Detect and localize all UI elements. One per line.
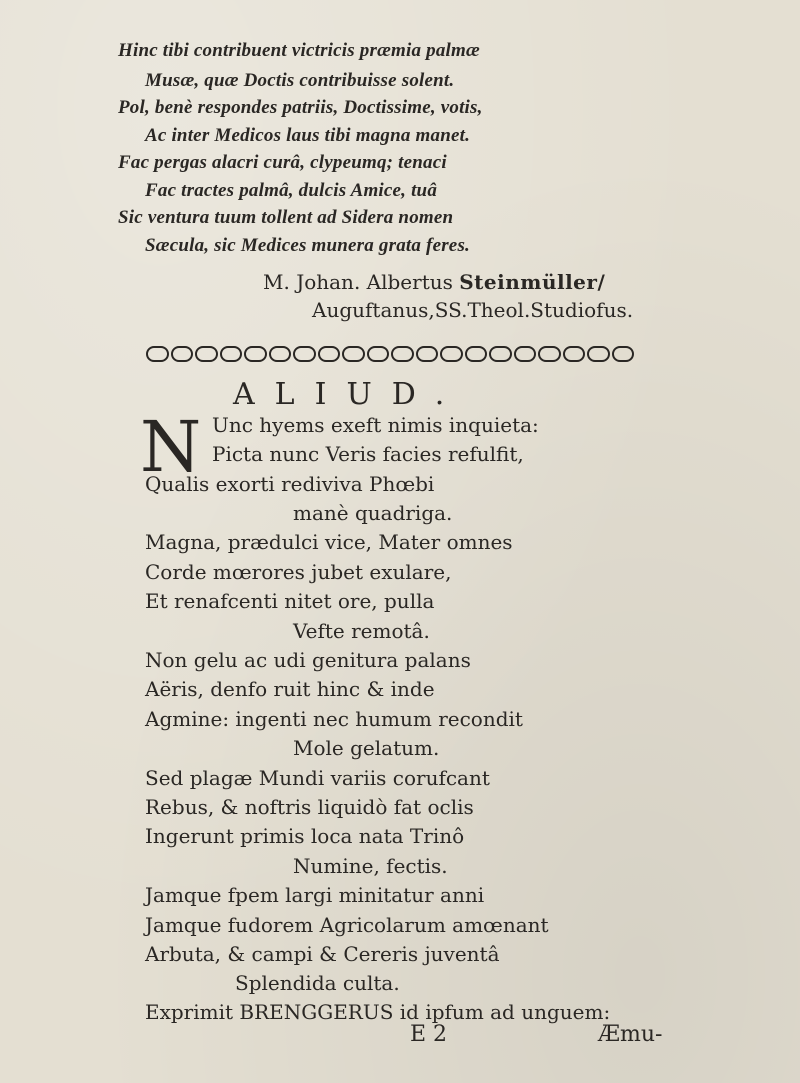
poem-line: Sæcula, sic Medices munera grata feres. xyxy=(145,235,470,256)
signature-mark: E 2 xyxy=(410,1022,448,1047)
poem-line: Sic ventura tuum tollent ad Sidera nomen xyxy=(118,207,454,228)
verse-line: Arbuta, & campi & Cereris juventâ xyxy=(145,942,500,966)
poem-line: Pol, benè respondes patriis, Doctissime, votis, xyxy=(118,97,483,118)
catchword: Æmu- xyxy=(598,1022,663,1047)
verse-line: Exprimit BRENGGERUS id ipfum ad unguem: xyxy=(145,1000,611,1024)
verse-line: Jamque fudorem Agricolarum amœnant xyxy=(145,913,549,937)
author-affiliation: Auguftanus,SS.Theol.Studiofus. xyxy=(312,298,634,322)
poem-line: Fac pergas alacri curâ, clypeumq; tenaci xyxy=(118,152,447,173)
author-surname: Steinmüller/ xyxy=(459,270,606,294)
verse-line: Vefte remotâ. xyxy=(293,619,430,643)
poem-line: Hinc tibi contribuent victricis præmia palmæ xyxy=(118,40,480,61)
verse-line: Agmine: ingenti nec humum recondit xyxy=(145,707,523,731)
drop-cap: N xyxy=(140,406,202,488)
author-signature xyxy=(263,270,605,294)
poem-line: Musæ, quæ Doctis contribuisse solent. xyxy=(145,70,455,91)
verse-line: Jamque fpem largi minitatur anni xyxy=(145,883,485,907)
verse-line: Aëris, denfo ruit hinc & inde xyxy=(145,677,435,701)
verse-line: Qualis exorti rediviva Phœbi xyxy=(145,472,435,496)
verse-line: Ingerunt primis loca nata Trinô xyxy=(145,824,465,848)
verse-line: Mole gelatum. xyxy=(293,736,440,760)
verse-line: Numine, fectis. xyxy=(293,854,448,878)
verse-line: Et renafcenti nitet ore, pulla xyxy=(145,589,435,613)
verse-line: Sed plagæ Mundi variis corufcant xyxy=(145,766,490,790)
verse-line: Unc hyems exeft nimis inquieta: xyxy=(212,413,539,437)
author-name: M. Johan. Albertus xyxy=(263,270,460,294)
verse-line: Splendida culta. xyxy=(235,971,400,995)
verse-line: Corde mœrores jubet exulare, xyxy=(145,560,452,584)
verse-line: Rebus, & noftris liquidò fat oclis xyxy=(145,795,474,819)
verse-line: manè quadriga. xyxy=(293,501,453,525)
poem-line: Ac inter Medicos laus tibi magna manet. xyxy=(145,125,471,146)
ornamental-border xyxy=(146,343,634,365)
verse-line: Picta nunc Veris facies refulfit, xyxy=(212,442,524,466)
verse-line: Magna, prædulci vice, Mater omnes xyxy=(145,530,513,554)
section-heading: ALIUD. xyxy=(233,377,465,412)
verse-line: Non gelu ac udi genitura palans xyxy=(145,648,471,672)
poem-line: Fac tractes palmâ, dulcis Amice, tuâ xyxy=(145,180,438,201)
